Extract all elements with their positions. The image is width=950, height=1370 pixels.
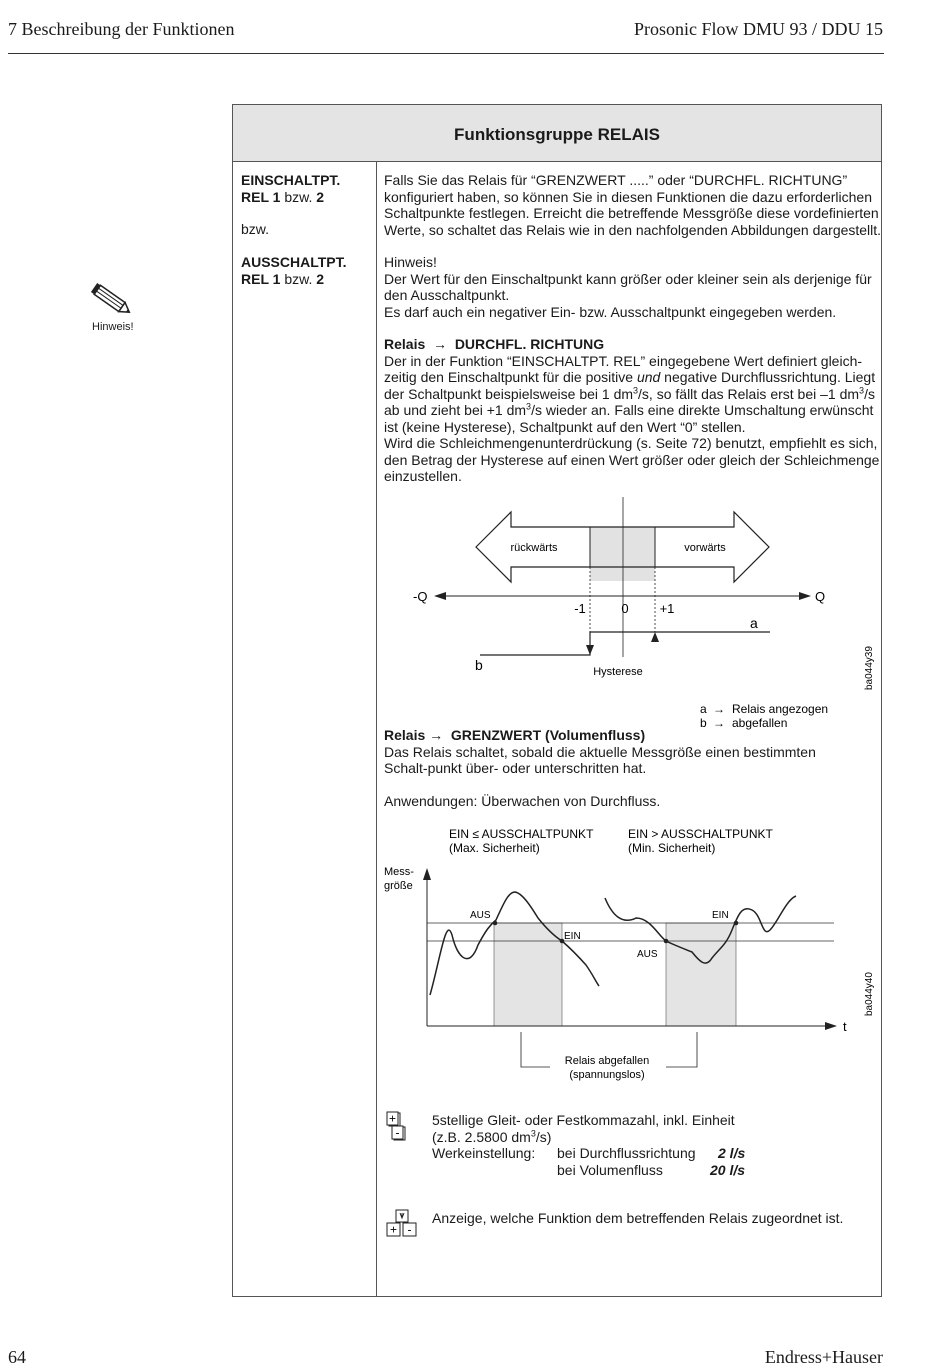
hint-label: Hinweis! <box>92 321 134 333</box>
figure-flow-direction <box>384 495 884 735</box>
backward-label: rückwärts <box>510 542 558 554</box>
svg-text:+: + <box>388 1111 397 1126</box>
display-keys-icon <box>385 1208 419 1238</box>
display-text: Anzeige, welche Funktion dem betreffenden Relais zugeordnet ist. <box>432 1210 844 1226</box>
case1-subtitle: (Max. Sicherheit) <box>449 841 540 855</box>
hysteresis-band <box>590 527 655 581</box>
hysteresis-label: Hysterese <box>593 666 643 678</box>
on-point-label-1: EIN <box>564 931 581 942</box>
factory-vol-label: bei Volumenfluss <box>557 1161 663 1178</box>
table-header <box>233 105 881 162</box>
running-header-chapter: 7 Beschreibung der Funktionen <box>8 19 235 39</box>
t-axis-label: t <box>843 1019 847 1034</box>
hint-text-2: Es darf auch ein negativer Ein- bzw. Ausschaltpunkt eingegeben werden. <box>384 303 837 320</box>
pencil-icon <box>86 280 136 320</box>
legend-b-text: abgefallen <box>732 716 788 730</box>
function-name-on: EINSCHALTPT. REL 1 bzw. 2 <box>241 172 341 205</box>
direction-line-2: zeitig den Einschaltpunkt für die positive und negative Durchflussrichtung. Liegt <box>384 369 876 385</box>
running-header-product: Prosonic Flow DMU 93 / DDU 15 <box>633 19 883 39</box>
y-label-1: Mess- <box>384 866 414 878</box>
hint-block <box>384 254 884 320</box>
tick-zero: 0 <box>621 601 629 616</box>
legend-b-key: b <box>700 716 707 730</box>
svg-text:-: - <box>407 1222 412 1237</box>
legend-a-key: a <box>700 702 707 716</box>
svg-text:-: - <box>395 1125 400 1140</box>
header-rule <box>8 53 884 54</box>
neg-q-label: -Q <box>413 589 428 604</box>
plus-minus-keys-icon <box>386 1111 408 1141</box>
function-name-or: bzw. <box>241 221 270 237</box>
direction-section <box>384 336 884 485</box>
legend-b-arrow: → <box>713 716 725 730</box>
page-number: 64 <box>8 1347 26 1367</box>
hint-title: Hinweis! <box>384 254 437 270</box>
limit-heading: Relais → GRENZWERT (Volumenfluss) <box>384 727 646 743</box>
legend-a-arrow: → <box>713 702 725 716</box>
factory-settings <box>432 1145 852 1178</box>
off-point-label-2: AUS <box>637 949 658 960</box>
direction-line-4: ab und zieht bei +1 $dm^3/s$ wieder an. Falls eine direkte Umschaltung erwünscht <box>384 401 874 418</box>
entry-line-2: (z.B. 2.5800 $dm^3/s$) <box>432 1127 552 1145</box>
function-name-off: AUSSCHALTPT. REL 1 bzw. 2 <box>241 254 347 287</box>
direction-line-6: Wird die Schleichmengenunterdrückung (s. Seite 72) benutzt, empfiehlt es sich, den Betrag der Hysterese auf einen Wert größer oder gleich der Schleichmenge einzustellen. <box>384 435 880 484</box>
column-divider <box>376 162 377 1296</box>
figure-id-2: ba044y40 <box>864 972 875 1016</box>
factory-vol-value: 20 l/s <box>710 1161 746 1178</box>
direction-line-5: ist (keine Hysterese), Schaltpunkt auf den Wert “0” stellen. <box>384 418 746 435</box>
relay-off-sublabel: (spannungslos) <box>569 1069 645 1081</box>
entry-line-1: 5stellige Gleit- oder Festkommazahl, inkl. Einheit <box>432 1112 735 1128</box>
figure-limit-switching <box>384 825 884 1085</box>
limit-section <box>384 727 884 810</box>
footer-brand: Endress+Hauser <box>764 1347 883 1367</box>
factory-dir-label: bei Durchflussrichtung <box>557 1145 696 1161</box>
off-point-label-1: AUS <box>470 910 491 921</box>
relay-off-area-2 <box>666 923 736 1026</box>
limit-applications: Anwendungen: Überwachen von Durchfluss. <box>384 793 661 809</box>
y-label-2: größe <box>384 880 413 892</box>
pos-q-label: Q <box>815 589 826 604</box>
relay-off-area-1 <box>494 923 562 1026</box>
direction-heading: Relais → DURCHFL. RICHTUNG <box>384 336 605 352</box>
relay-step-line <box>480 632 770 655</box>
forward-label: vorwärts <box>684 542 726 554</box>
figure-id-1: ba044y39 <box>864 646 875 690</box>
direction-line-1: Der in der Funktion “EINSCHALTPT. REL” eingegebene Wert definiert gleich- <box>384 352 863 369</box>
tick-plus-1: +1 <box>659 601 675 616</box>
direction-line-3: der Schaltpunkt beispielsweise bei 1 $dm^3/s$, so fällt das Relais erst bei –1 $dm^3/s$ <box>384 384 875 402</box>
svg-text:+: + <box>389 1222 398 1237</box>
on-point-label-2: EIN <box>712 910 729 921</box>
state-a-label: a <box>750 615 758 631</box>
table-title: Funktionsgruppe RELAIS <box>454 125 660 144</box>
factory-label: Werkeinstellung: <box>432 1145 536 1161</box>
intro-paragraph: Falls Sie das Relais für “GRENZWERT .....” oder “DURCHFL. RICHTUNG” konfiguriert haben, so können Sie in diesen Funktionen die dazu erforderlichen Schaltpunkte festlegen. Erreicht die betreffende Messgröße diese vordefinierten Werte, so schaltet das Relais wie in den nachfolgenden Abbildungen dargestellt. <box>384 172 882 238</box>
case1-title: EIN ≤ AUSSCHALTPUNKT <box>449 827 594 841</box>
relay-off-label: Relais abgefallen <box>564 1055 650 1067</box>
hint-text-1: Der Wert für den Einschaltpunkt kann größer oder kleiner sein als derjenige für den Ausschaltpunkt. <box>384 270 872 303</box>
case2-subtitle: (Min. Sicherheit) <box>628 841 716 855</box>
state-b-label: b <box>475 657 483 673</box>
case2-title: EIN > AUSSCHALTPUNKT <box>628 827 773 841</box>
entry-block <box>432 1112 852 1178</box>
legend-a-text: Relais angezogen <box>732 702 829 716</box>
limit-text: Das Relais schaltet, sobald die aktuelle Messgröße einen bestimmten Schalt-punkt über- oder unterschritten hat. <box>384 743 816 776</box>
factory-dir-value: 2 l/s <box>718 1145 746 1161</box>
tick-minus-1: -1 <box>574 601 586 616</box>
